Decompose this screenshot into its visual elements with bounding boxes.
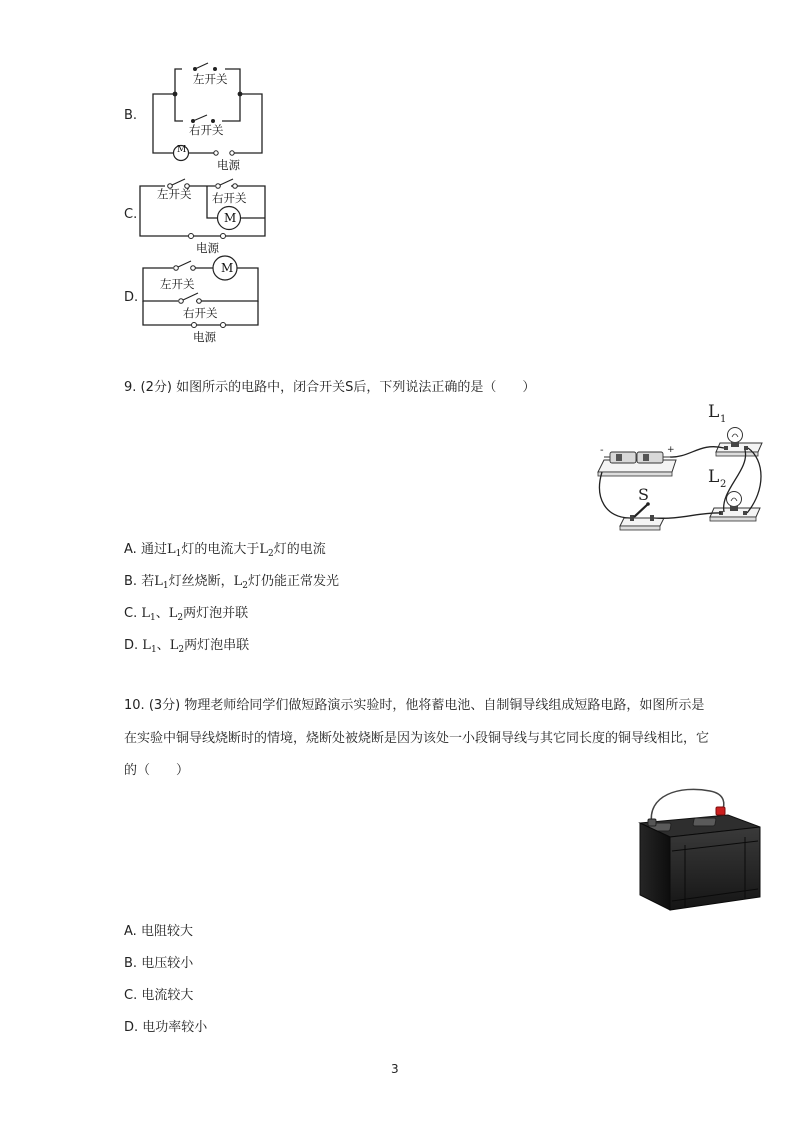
subscript: 2 bbox=[242, 581, 248, 591]
option-text: 灯丝烧断， bbox=[168, 574, 234, 589]
option-letter: B. bbox=[124, 574, 138, 589]
subscript: 1 bbox=[175, 549, 182, 559]
option-letter: D. bbox=[124, 638, 139, 653]
subscript: 2 bbox=[178, 645, 185, 655]
subscript: 1 bbox=[150, 613, 156, 623]
left-switch-label-c: 左开关 bbox=[157, 187, 192, 201]
question-score: (3分) bbox=[148, 698, 181, 713]
option-text: 灯的电流 bbox=[273, 542, 326, 557]
option-letter: D. bbox=[124, 1020, 139, 1035]
q10-option-b[interactable] bbox=[124, 956, 193, 972]
q10-option-a[interactable] bbox=[124, 924, 193, 940]
option-letter: C. bbox=[124, 606, 138, 621]
lamp-l2-subscript: 2 bbox=[720, 479, 727, 490]
lamp-l2-label: L bbox=[708, 467, 720, 487]
circuit-diagram-c bbox=[135, 175, 275, 250]
separator: 、 bbox=[155, 606, 169, 621]
option-letter: C. bbox=[124, 988, 138, 1003]
lamp-symbol: L bbox=[154, 574, 163, 589]
question-number: 9. bbox=[124, 380, 137, 395]
battery-plus: + bbox=[667, 445, 675, 455]
left-switch-label-d: 左开关 bbox=[160, 277, 195, 291]
question-9-stem bbox=[124, 380, 535, 396]
question-number: 10. bbox=[124, 698, 145, 713]
q10-option-d[interactable] bbox=[124, 1020, 207, 1036]
lamp-symbol: L bbox=[166, 542, 176, 557]
lamp-l1-label: L bbox=[708, 402, 720, 422]
question-10-line-2: 在实验中铜导线烧断时的情境，烧断处被烧断是因为该处一小段铜导线与其它同长度的铜导线相比，它 bbox=[124, 731, 710, 746]
option-text: 两灯泡串联 bbox=[184, 638, 250, 653]
question-text: 物理老师给同学们做短路演示实验时，他将蓄电池、自制铜导线组成短路电路，如图所示是 bbox=[184, 698, 705, 713]
lamp-symbol: L bbox=[233, 574, 243, 589]
power-label-b: 电源 bbox=[217, 158, 240, 172]
question-text: 如图所示的电路中，闭合开关S后，下列说法正确的是（ ） bbox=[176, 380, 536, 395]
option-d-letter: D. bbox=[124, 290, 139, 305]
circuit-diagram-d bbox=[138, 255, 268, 335]
option-text: 若 bbox=[141, 574, 155, 589]
power-label-d: 电源 bbox=[193, 330, 216, 344]
option-c-letter: C. bbox=[124, 207, 138, 222]
option-text: 电压较小 bbox=[141, 956, 194, 971]
option-text: 通过 bbox=[140, 542, 167, 557]
q9-circuit-figure bbox=[590, 400, 770, 540]
motor-label-c: M bbox=[224, 211, 237, 225]
separator: 、 bbox=[156, 638, 170, 653]
question-score: (2分) bbox=[140, 380, 172, 395]
option-letter: B. bbox=[124, 956, 138, 971]
q10-option-c[interactable] bbox=[124, 988, 193, 1004]
subscript: 1 bbox=[162, 581, 169, 591]
question-10-line-1 bbox=[124, 698, 704, 714]
lamp-l1-subscript: 1 bbox=[720, 414, 727, 425]
subscript: 2 bbox=[177, 613, 184, 623]
option-text: 灯仍能正常发光 bbox=[247, 574, 339, 589]
motor-label-b: M bbox=[177, 145, 187, 155]
lamp-symbol: L bbox=[142, 638, 151, 653]
option-text: 电功率较小 bbox=[142, 1020, 208, 1035]
option-text: 电流较大 bbox=[141, 988, 194, 1003]
right-switch-label-b: 右开关 bbox=[189, 123, 224, 137]
option-letter: A. bbox=[124, 542, 137, 557]
page-number: 3 bbox=[391, 1062, 399, 1076]
q9-option-d[interactable] bbox=[124, 638, 249, 658]
option-b-letter: B. bbox=[124, 108, 138, 123]
lamp-symbol: L bbox=[169, 638, 179, 653]
option-text: 电阻较大 bbox=[140, 924, 193, 939]
q9-option-c[interactable] bbox=[124, 606, 248, 626]
option-letter: A. bbox=[124, 924, 137, 939]
power-label-c: 电源 bbox=[196, 241, 219, 255]
battery-minus: - bbox=[600, 445, 604, 456]
subscript: 1 bbox=[150, 645, 157, 655]
q9-option-a[interactable] bbox=[124, 542, 326, 562]
left-switch-label-b: 左开关 bbox=[193, 72, 228, 86]
car-battery-image bbox=[630, 785, 770, 915]
right-switch-label-d: 右开关 bbox=[183, 306, 218, 320]
question-10-line-3: 的（ ） bbox=[124, 763, 190, 778]
q9-option-b[interactable] bbox=[124, 574, 339, 594]
lamp-symbol: L bbox=[259, 542, 268, 557]
switch-s-label: S bbox=[638, 485, 649, 504]
subscript: 2 bbox=[267, 549, 274, 559]
motor-label-d: M bbox=[221, 261, 234, 275]
right-switch-label-c: 右开关 bbox=[212, 191, 247, 205]
option-text: 灯的电流大于 bbox=[181, 542, 260, 557]
lamp-symbol: L bbox=[141, 606, 150, 621]
option-text: 两灯泡并联 bbox=[183, 606, 249, 621]
lamp-symbol: L bbox=[168, 606, 178, 621]
